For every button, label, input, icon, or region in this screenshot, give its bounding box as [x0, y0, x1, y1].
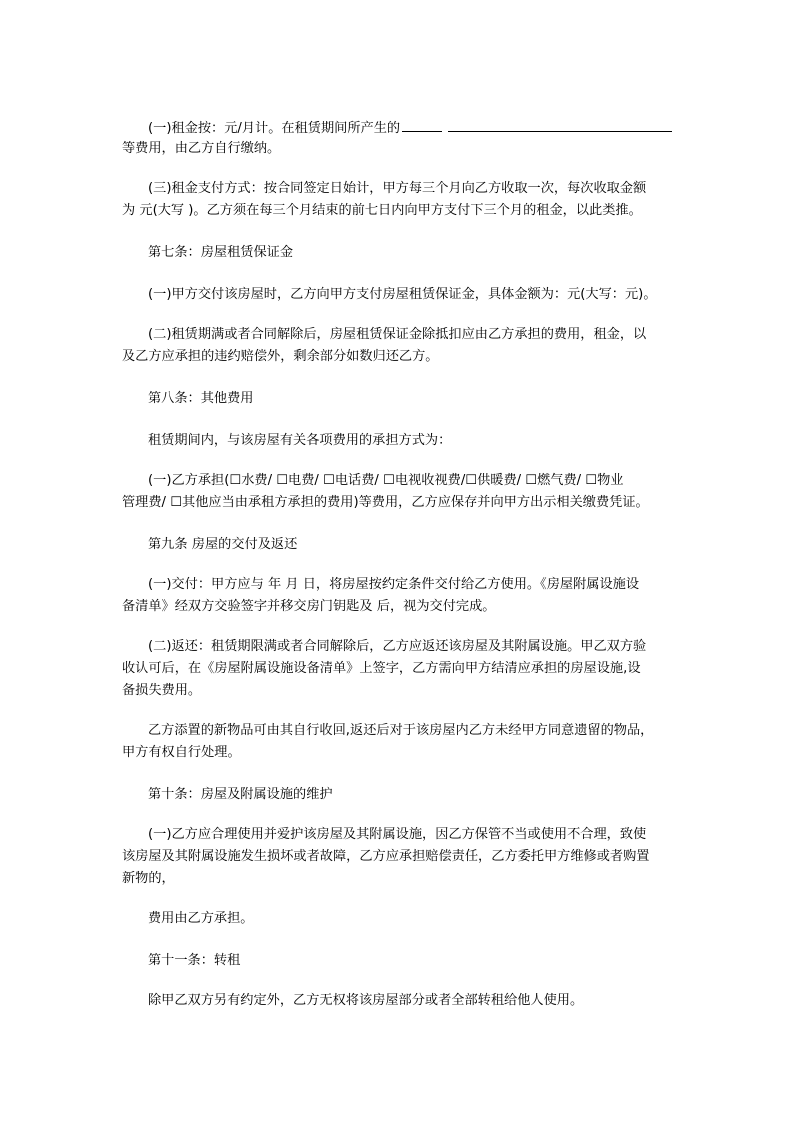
- paragraph-text: (一)租金按：元/月计。在租赁期间所产生的: [148, 121, 401, 136]
- paragraph-sublease: 除甲乙双方另有约定外，乙方无权将该房屋部分或者全部转租给他人使用。: [148, 993, 584, 1008]
- paragraph-new-items-line2: 甲方有权自行处理。: [122, 745, 241, 760]
- paragraph-payment-line2: 为 元(大写 )。乙方须在每三个月结束的前七日内向甲方支付下三个月的租金，以此类推。: [122, 203, 642, 218]
- paragraph-deposit-return-line2: 及乙方应承担的违约赔偿外，剩余部分如数归还乙方。: [122, 349, 439, 364]
- paragraph-deposit-return-line1: (二)租赁期满或者合同解除后，房屋租赁保证金除抵扣应由乙方承担的费用，租金，以: [148, 327, 647, 342]
- paragraph-maintenance-line2: 该房屋及其附属设施发生损坏或者故障，乙方应承担赔偿责任，乙方委托甲方维修或者购置: [122, 849, 650, 864]
- paragraph-maintenance-cost: 费用由乙方承担。: [148, 911, 254, 926]
- article-9-title: 第九条 房屋的交付及返还: [148, 537, 298, 552]
- paragraph-return-line2: 收认可后，在《房屋附属设施设备清单》上签字，乙方需向甲方结清应承担的房屋设施,设: [122, 661, 641, 676]
- paragraph-fees-line2: 管理费/ ☐其他应当由承租方承担的费用)等费用，乙方应保存并向甲方出示相关缴费凭证。: [122, 495, 649, 510]
- article-11-title: 第十一条：转租: [148, 953, 241, 968]
- paragraph-new-items-line1: 乙方添置的新物品可由其自行收回,返还后对于该房屋内乙方未经甲方同意遗留的物品，: [148, 723, 654, 738]
- paragraph-maintenance-line1: (一)乙方应合理使用并爱护该房屋及其附属设施，因乙方保管不当或使用不合理，致使: [148, 827, 647, 842]
- paragraph-delivery-line2: 备清单》经双方交验签字并移交房门钥匙及 后，视为交付完成。: [122, 599, 496, 614]
- paragraph-delivery-line1: (一)交付：甲方应与 年 月 日，将房屋按约定条件交付给乙方使用。《房屋附属设施设: [148, 577, 640, 592]
- paragraph-payment-line1: (三)租金支付方式：按合同签定日始计，甲方每三个月向乙方收取一次，每次收取金额: [148, 181, 647, 196]
- fill-blank: [448, 118, 672, 132]
- paragraph-return-line3: 备损失费用。: [122, 683, 202, 698]
- paragraph-return-line1: (二)返还：租赁期限满或者合同解除后，乙方应返还该房屋及其附属设施。甲乙双方验: [148, 639, 647, 654]
- fill-blank: [402, 118, 442, 132]
- paragraph-fees-intro: 租赁期间内，与该房屋有关各项费用的承担方式为：: [148, 433, 452, 448]
- paragraph-fees-line1: (一)乙方承担(☐水费/ ☐电费/ ☐电话费/ ☐电视收视费/☐供暖费/ ☐燃气费/ ☐物业: [148, 473, 624, 488]
- paragraph-rent-calc-line1: [148, 118, 672, 138]
- paragraph-deposit-line1: (一)甲方交付该房屋时，乙方向甲方支付房屋租赁保证金，具体金额为：元(大写：元)。: [148, 287, 657, 302]
- article-8-title: 第八条：其他费用: [148, 391, 254, 406]
- paragraph-maintenance-line3: 新物的，: [122, 871, 175, 886]
- paragraph-rent-calc-line2: 等费用，由乙方自行缴纳。: [122, 141, 281, 156]
- article-7-title: 第七条：房屋租赁保证金: [148, 245, 294, 260]
- article-10-title: 第十条：房屋及附属设施的维护: [148, 787, 333, 802]
